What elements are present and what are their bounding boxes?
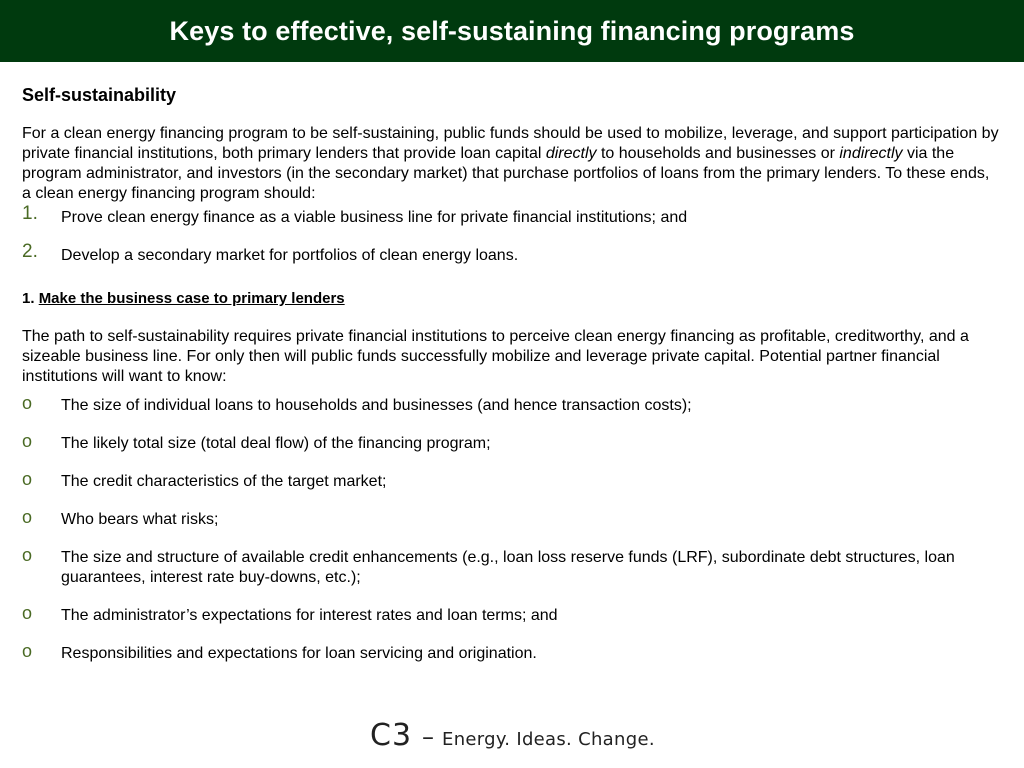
bullet-list [22,393,1002,664]
title-bar [0,0,1024,62]
subheading [22,289,1002,327]
list-item-text: Responsibilities and expectations for loan servicing and origination. [61,645,537,662]
footer-logo [370,718,655,753]
subheading-number: 1. [22,290,35,307]
list-item [22,241,1002,284]
bullet-marker: o [22,393,33,413]
bullet-marker: o [22,603,33,623]
list-item-text: The size of individual loans to households and businesses (and hence transaction costs); [61,397,692,414]
list-item [22,431,1002,454]
bullet-marker: o [22,431,33,451]
intro-emphasis-directly: directly [545,145,597,162]
section-heading: Self-sustainability [22,85,177,105]
list-item [22,641,1002,664]
intro-text-2: to households and businesses or [596,145,840,162]
intro-text-3: via the program administrator, and investors (in the secondary market) that purchase portfolios of loans from the primary lenders. To these ends, a clean energy financing program should: [22,145,990,202]
list-item [22,507,1002,530]
page-title: Keys to effective, self-sustaining financing programs [169,15,855,46]
list-item [22,393,1002,416]
footer-separator: – [422,723,435,751]
list-item-text: Prove clean energy finance as a viable business line for private financial institutions; and [61,209,688,226]
bullet-marker: o [22,507,33,527]
list-number: 1. [22,203,38,224]
list-item [22,545,1002,588]
list-number: 2. [22,241,38,262]
bullet-marker: o [22,469,33,489]
list-item [22,203,1002,246]
body-paragraph: The path to self-sustainability requires private financial institutions to perceive clean energy financing as profitable, creditworthy, and a sizeable business line. For only then will public funds successfully mobilize and leverage private capital. Potential partner financial institutions will want to know: [22,328,969,385]
list-item-text: Develop a secondary market for portfolios of clean energy loans. [61,247,519,264]
intro-emphasis-indirectly: indirectly [839,145,903,162]
list-item-text: The administrator’s expectations for interest rates and loan terms; and [61,607,558,624]
intro-paragraph [22,124,1002,204]
bullet-marker: o [22,545,33,565]
slide-content [22,84,1002,682]
subheading-text: Make the business case to primary lenders [38,290,345,307]
numbered-list [22,203,1002,284]
list-item-text: The credit characteristics of the target market; [61,473,387,490]
list-item-text: Who bears what risks; [61,511,219,528]
list-item [22,603,1002,626]
c3-logo: C3 [370,718,413,753]
list-item-text: The size and structure of available credit enhancements (e.g., loan loss reserve funds (LRF), subordinate debt structures, loan guarantees, interest rate buy-downs, etc.); [61,549,955,586]
list-item [22,469,1002,492]
bullet-marker: o [22,641,33,661]
intro-text-1: For a clean energy financing program to be self-sustaining, public funds should be used to mobilize, leverage, and support participation by private financial institutions, both primary lenders that provide loan capital [22,125,999,162]
footer-tagline: Energy. Ideas. Change. [442,729,655,750]
list-item-text: The likely total size (total deal flow) of the financing program; [61,435,491,452]
